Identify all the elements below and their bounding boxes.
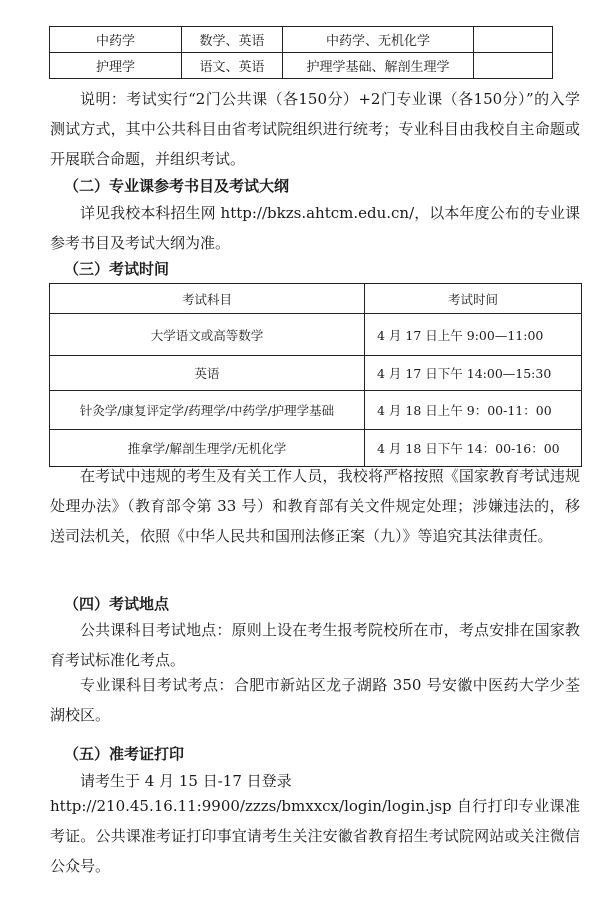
major-exam-location-text: 专业课科目考试考点：合肥市新站区龙子湖路 350 号安徽中医药大学少荃湖校区。 — [50, 676, 580, 724]
table-row — [50, 356, 582, 391]
subject-cell: 针灸学/康复评定学/药理学/中药学/护理学基础 — [50, 391, 365, 430]
subject-cell: 英语 — [50, 356, 365, 391]
section-heading-exam-time: （三）考试时间 — [64, 260, 170, 278]
admission-ticket-date-text: 请考生于 4 月 15 日-17 日登录 — [80, 772, 292, 790]
section-heading-exam-location: （四）考试地点 — [64, 595, 170, 613]
reference-books-text: 详见我校本科招生网 http://bkzs.ahtcm.edu.cn/，以本年度公布的专业课参考书目及考试大纲为准。 — [50, 204, 580, 252]
table-cell: 数学、英语 — [182, 27, 283, 53]
public-exam-location-text: 公共课科目考试地点：原则上设在考生报考院校所在市，考点安排在国家教育考试标准化考点。 — [50, 621, 580, 669]
time-cell: 4 月 17 日下午 14:00—15:30 — [365, 356, 582, 391]
table-cell — [474, 27, 553, 53]
table-cell — [474, 53, 553, 79]
major-subject-table — [49, 26, 553, 79]
time-cell: 4 月 18 日下午 14：00-16：00 — [365, 430, 582, 467]
table-row — [50, 391, 582, 430]
table-header-row — [50, 284, 582, 314]
violation-notice-text: 在考试中违规的考生及有关工作人员，我校将严格按照《国家教育考试违规处理办法》（教育部令第 33 号）和教育部有关文件规定处理；涉嫌违法的，移送司法机关，依照《中华人民共和国刑法修正案（九）》等追究其法律责任。 — [50, 467, 580, 545]
table-row — [50, 27, 553, 53]
subject-cell: 大学语文或高等数学 — [50, 314, 365, 356]
table-cell: 中药学 — [50, 27, 182, 53]
section-heading-reference-books: （二）专业课参考书目及考试大纲 — [64, 177, 290, 195]
column-header-time: 考试时间 — [365, 284, 582, 314]
section-heading-admission-ticket: （五）准考证打印 — [64, 745, 185, 763]
time-cell: 4 月 18 日上午 9：00-11：00 — [365, 391, 582, 430]
time-cell: 4 月 17 日上午 9:00—11:00 — [365, 314, 582, 356]
exam-time-table — [49, 283, 582, 467]
table-row — [50, 53, 553, 79]
admission-ticket-instructions: http://210.45.16.11:9900/zzzs/bmxxcx/login/login.jsp 自行打印专业课准考证。公共课准考证打印事宜请考生关注安徽省教育招生考试院网站或关注微信公众号。 — [50, 797, 580, 875]
table-cell: 中药学、无机化学 — [283, 27, 474, 53]
table-cell: 语文、英语 — [182, 53, 283, 79]
table-cell: 护理学 — [50, 53, 182, 79]
subject-cell: 推拿学/解剖生理学/无机化学 — [50, 430, 365, 467]
table-row — [50, 314, 582, 356]
table-cell: 护理学基础、解剖生理学 — [283, 53, 474, 79]
exam-format-note: 说明：考试实行“2门公共课（各150分）+2门专业课（各150分）”的入学测试方式，其中公共科目由省考试院组织进行统考；专业科目由我校自主命题或开展联合命题，并组织考试。 — [50, 90, 580, 168]
column-header-subject: 考试科目 — [50, 284, 365, 314]
